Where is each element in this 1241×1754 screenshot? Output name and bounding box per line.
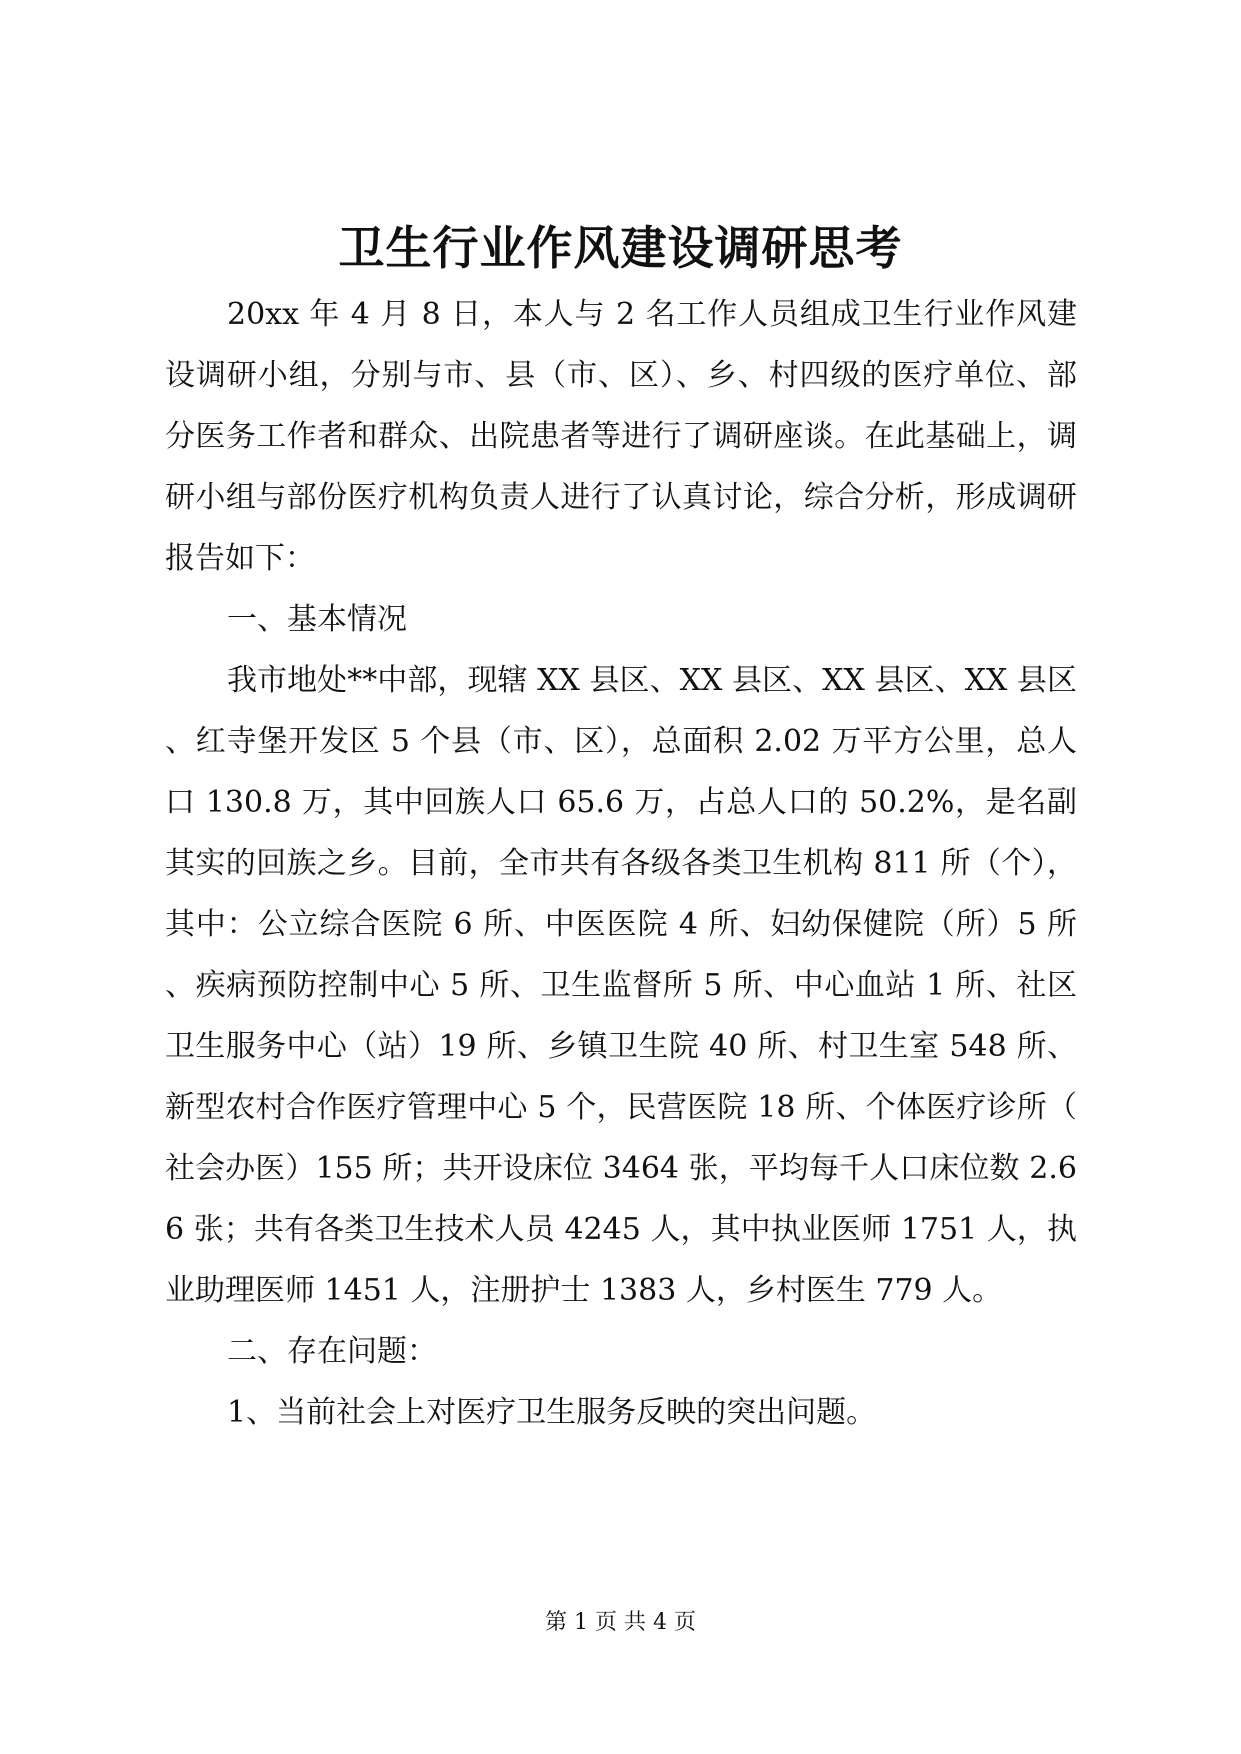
list-item-problem-1: 1、当前社会上对医疗卫生服务反映的突出问题。 — [227, 1395, 877, 1430]
section-heading-basic-situation: 一、基本情况 — [227, 602, 407, 637]
page-footer: 第 1 页 共 4 页 — [545, 1610, 696, 1635]
document-body — [165, 284, 1077, 1443]
paragraph-intro: 20xx 年 4 月 8 日，本人与 2 名工作人员组成卫生行业作风建设调研小组，分别与市、县（市、区）、乡、村四级的医疗单位、部分医务工作者和群众、出院患者等进行了调研座谈。在此基础上，调研小组与部份医疗机构负责人进行了认真讨论，综合分析，形成调研报告如下： — [165, 297, 1077, 576]
section-heading-existing-problems: 二、存在问题： — [227, 1334, 437, 1369]
document-title: 卫生行业作风建设调研思考 — [338, 221, 903, 275]
paragraph-basic-situation: 我市地处**中部，现辖 XX 县区、XX 县区、XX 县区、XX 县区、红寺堡开发区 5 个县（市、区），总面积 2.02 万平方公里，总人口 130.8 万，其中回族人口 65.6 万，占总人口的 50.2%，是名副其实的回族之乡。目前，全市共有各级各类卫生机构 811 所（个），其中：公立综合医院 6 所、中医医院 4 所、妇幼保健院（所）5 所、疾病预防控制中心 5 所、卫生监督所 5 所、中心血站 1 所、社区卫生服务中心（站）19 所、乡镇卫生院 40 所、村卫生室 548 所、新型农村合作医疗管理中心 5 个，民营医院 18 所、个体医疗诊所（社会办医）155 所；共开设床位 3464 张，平均每千人口床位数 2.66 张；共有各类卫生技术人员 4245 人，其中执业医师 1751 人，执业助理医师 1451 人，注册护士 1383 人，乡村医生 779 人。 — [165, 663, 1077, 1308]
